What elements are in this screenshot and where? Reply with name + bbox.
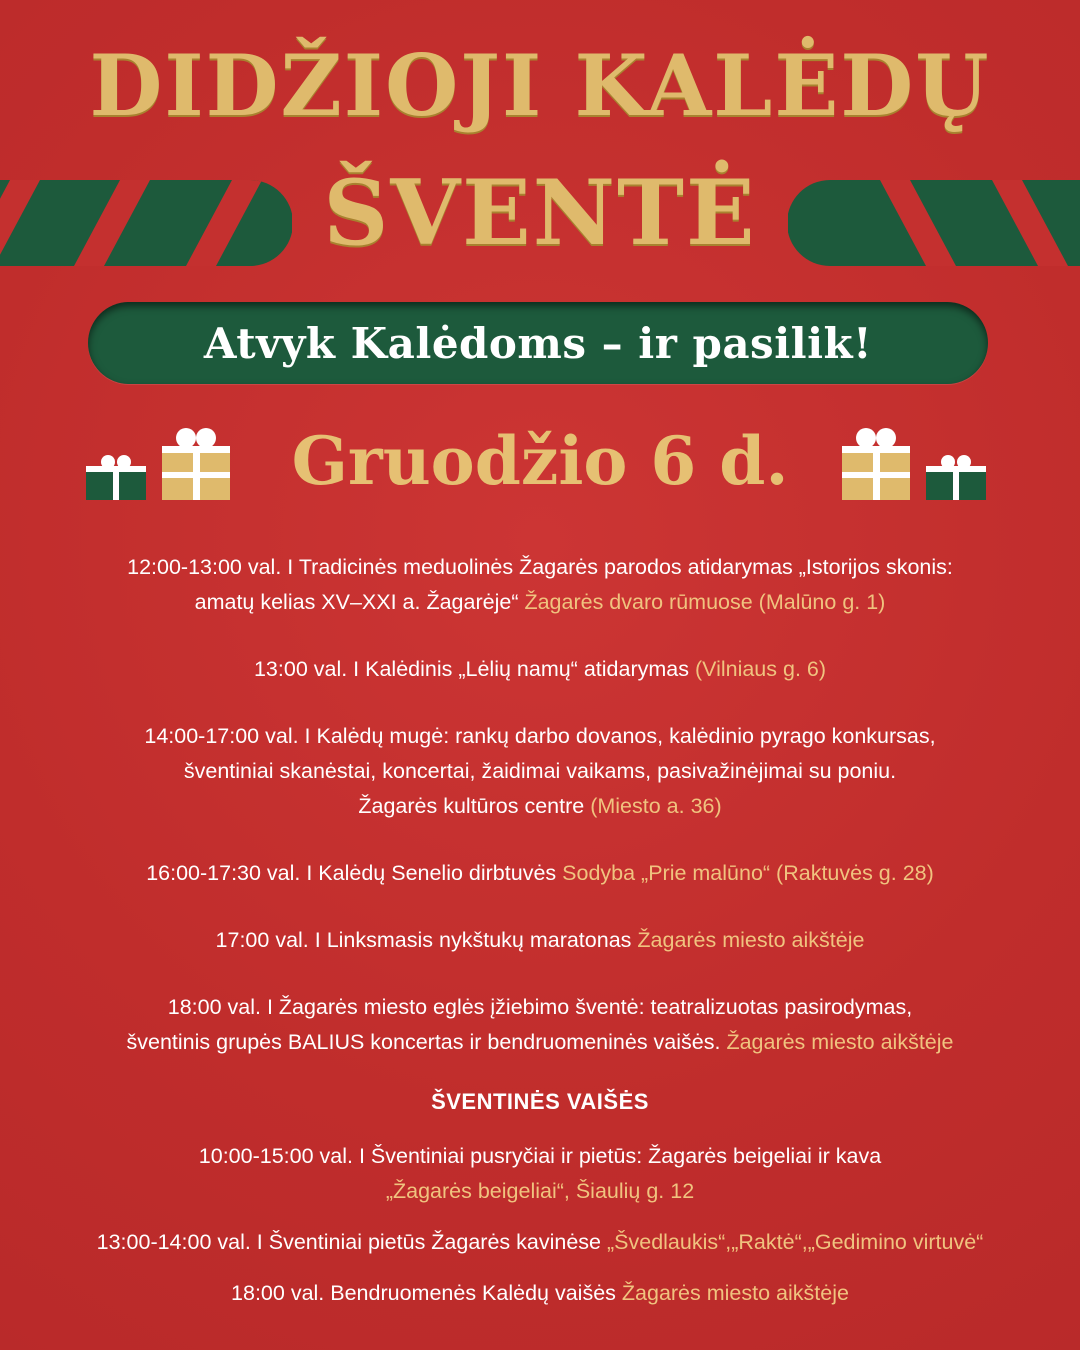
event-text: 12:00-13:00 val. I Tradicinės meduolinės Žagarės parodos atidarymas „Istorijos skonis: [127,555,953,579]
title-line-1: DIDŽIOJI KALĖDŲ [89,36,991,135]
gift-icon [842,428,990,500]
date-row [0,418,1080,508]
schedule [40,550,1040,1311]
event-place: Sodyba „Prie malūno“ (Raktuvės g. 28) [562,861,934,885]
event-place: (Vilniaus g. 6) [694,657,827,681]
event-date: Gruodžio 6 d. [291,422,789,500]
schedule-event [40,990,1040,1060]
event-place: (Miesto a. 36) [590,794,722,818]
event-text: 18:00 val. I Žagarės miesto eglės įžiebimo šventė: teatralizuotas pasirodymas, [167,995,913,1019]
event-text: Žagarės kultūros centre [358,794,591,818]
event-place: Žagarės miesto aikštėje [726,1030,954,1054]
event-text: 16:00-17:30 val. I Kalėdų Senelio dirbtuvės [146,861,563,885]
treat-text: 10:00-15:00 val. I Šventiniai pusryčiai ir pietūs: Žagarės beigeliai ir kava [198,1144,882,1168]
event-text: šventiniai skanėstai, koncertai, žaidimai vaikams, pasivažinėjimai su poniu. [183,759,897,783]
treat-place: „Švedlaukis“,„Raktė“,„Gedimino virtuvė“ [606,1230,984,1254]
schedule-event [40,856,1040,891]
schedule-event [40,550,1040,620]
event-place: Žagarės dvaro rūmuose (Malūno g. 1) [524,590,886,614]
treat-text: 13:00-14:00 val. I Šventiniai pietūs Žagarės kavinėse [96,1230,607,1254]
schedule-event [40,652,1040,687]
treats-heading: ŠVENTINĖS VAIŠĖS [431,1089,649,1114]
treat-place: „Žagarės beigeliai“, Šiaulių g. 12 [385,1179,695,1203]
title-line-2: ŠVENTĖ [323,160,757,266]
schedule-event [40,719,1040,824]
event-text: 13:00 val. I Kalėdinis „Lėlių namų“ atidarymas [253,657,695,681]
schedule-event [40,923,1040,958]
treat-item [40,1225,1040,1260]
event-text: 14:00-17:00 val. I Kalėdų mugė: rankų darbo dovanos, kalėdinio pyrago konkursas, [144,724,936,748]
treat-place: Žagarės miesto aikštėje [621,1281,849,1305]
treat-item [40,1139,1040,1209]
event-text: 17:00 val. I Linksmasis nykštukų maratonas [215,928,638,952]
tagline-text: Atvyk Kalėdoms – ir pasilik! [203,318,873,368]
event-text: amatų kelias XV–XXI a. Žagarėje“ [194,590,525,614]
tagline-pill [88,302,988,384]
event-place: Žagarės miesto aikštėje [637,928,865,952]
event-text: šventinis grupės BALIUS koncertas ir bendruomeninės vaišės. [126,1030,727,1054]
treat-text: 18:00 val. Bendruomenės Kalėdų vaišės [231,1281,622,1305]
treat-item [40,1276,1040,1311]
